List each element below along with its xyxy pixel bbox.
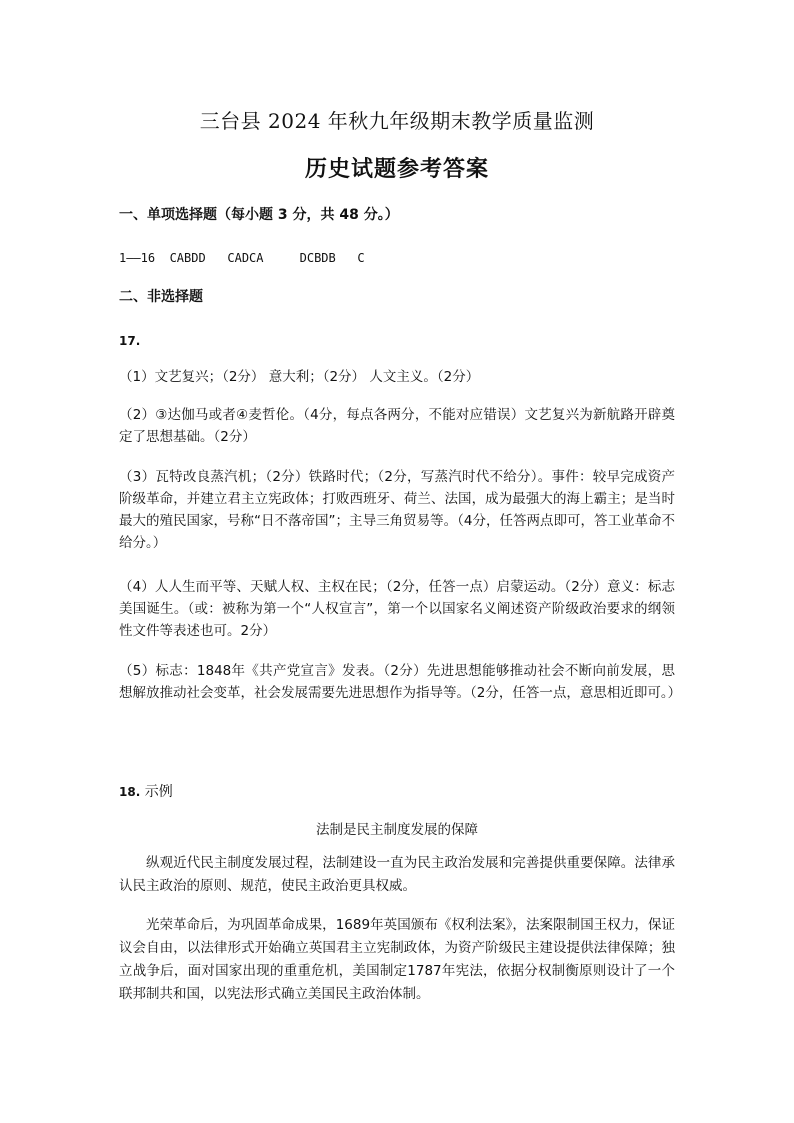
essay-paragraph-1: 纵观近代民主制度发展过程，法制建设一直为民主政治发展和完善提供重要保障。法律承认民主政治的原则、规范，使民主政治更具权威。 [119, 855, 675, 894]
question-18-number: 18. [119, 785, 141, 799]
q17-answer-1: （1）文艺复兴；（2分） 意大利；（2分） 人文主义。（2分） [119, 369, 480, 385]
choice-answers: 1——16 CABDD CADCA DCBDB C [119, 251, 365, 265]
q17-answer-3: （3）瓦特改良蒸汽机；（2分）铁路时代；（2分，写蒸汽时代不给分）。事件：较早完成资产阶级革命，并建立君主立宪政体；打败西班牙、荷兰、法国，成为最强大的海上霸主；是当时最大的殖民国家，号称“日不落帝国”；主导三角贸易等。（4分，任答两点即可，答工业革命不给分。） [119, 469, 675, 551]
question-17-number: 17. [119, 334, 141, 348]
section-2-heading: 二、非选择题 [119, 289, 203, 305]
q17-answer-2: （2）③达伽马或者④麦哲伦。（4分，每点各两分，不能对应错误）文艺复兴为新航路开辟奠定了思想基础。（2分） [119, 407, 675, 445]
q17-answer-5: （5）标志：1848年《共产党宣言》发表。（2分）先进思想能够推动社会不断向前发展，思想解放推动社会变革，社会发展需要先进思想作为指导等。（2分，任答一点，意思相近即可。） [119, 663, 682, 701]
question-18-heading [119, 781, 173, 801]
document-title: 三台县 2024 年秋九年级期末教学质量监测 [199, 109, 595, 133]
question-18-label: 示例 [144, 784, 173, 800]
document-subtitle: 历史试题参考答案 [304, 157, 489, 182]
essay-title: 法制是民主制度发展的保障 [316, 822, 478, 838]
essay-paragraph-2: 光荣革命后，为巩固革命成果，1689年英国颁布《权利法案》，法案限制国王权力，保证议会自由，以法律形式开始确立英国君主立宪制政体，为资产阶级民主建设提供法律保障；独立战争后，面对国家出现的重重危机，美国制定1787年宪法，依据分权制衡原则设计了一个联邦制共和国，以宪法形式确立美国民主政治体制。 [119, 917, 675, 1002]
section-1-heading: 一、单项选择题（每小题 3 分，共 48 分。） [119, 207, 399, 223]
q17-answer-4: （4）人人生而平等、天赋人权、主权在民；（2分，任答一点）启蒙运动。（2分）意义：标志美国诞生。（或：被称为第一个“人权宣言”，第一个以国家名义阐述资产阶级政治要求的纲领性文件等表述也可。2分） [119, 579, 675, 639]
